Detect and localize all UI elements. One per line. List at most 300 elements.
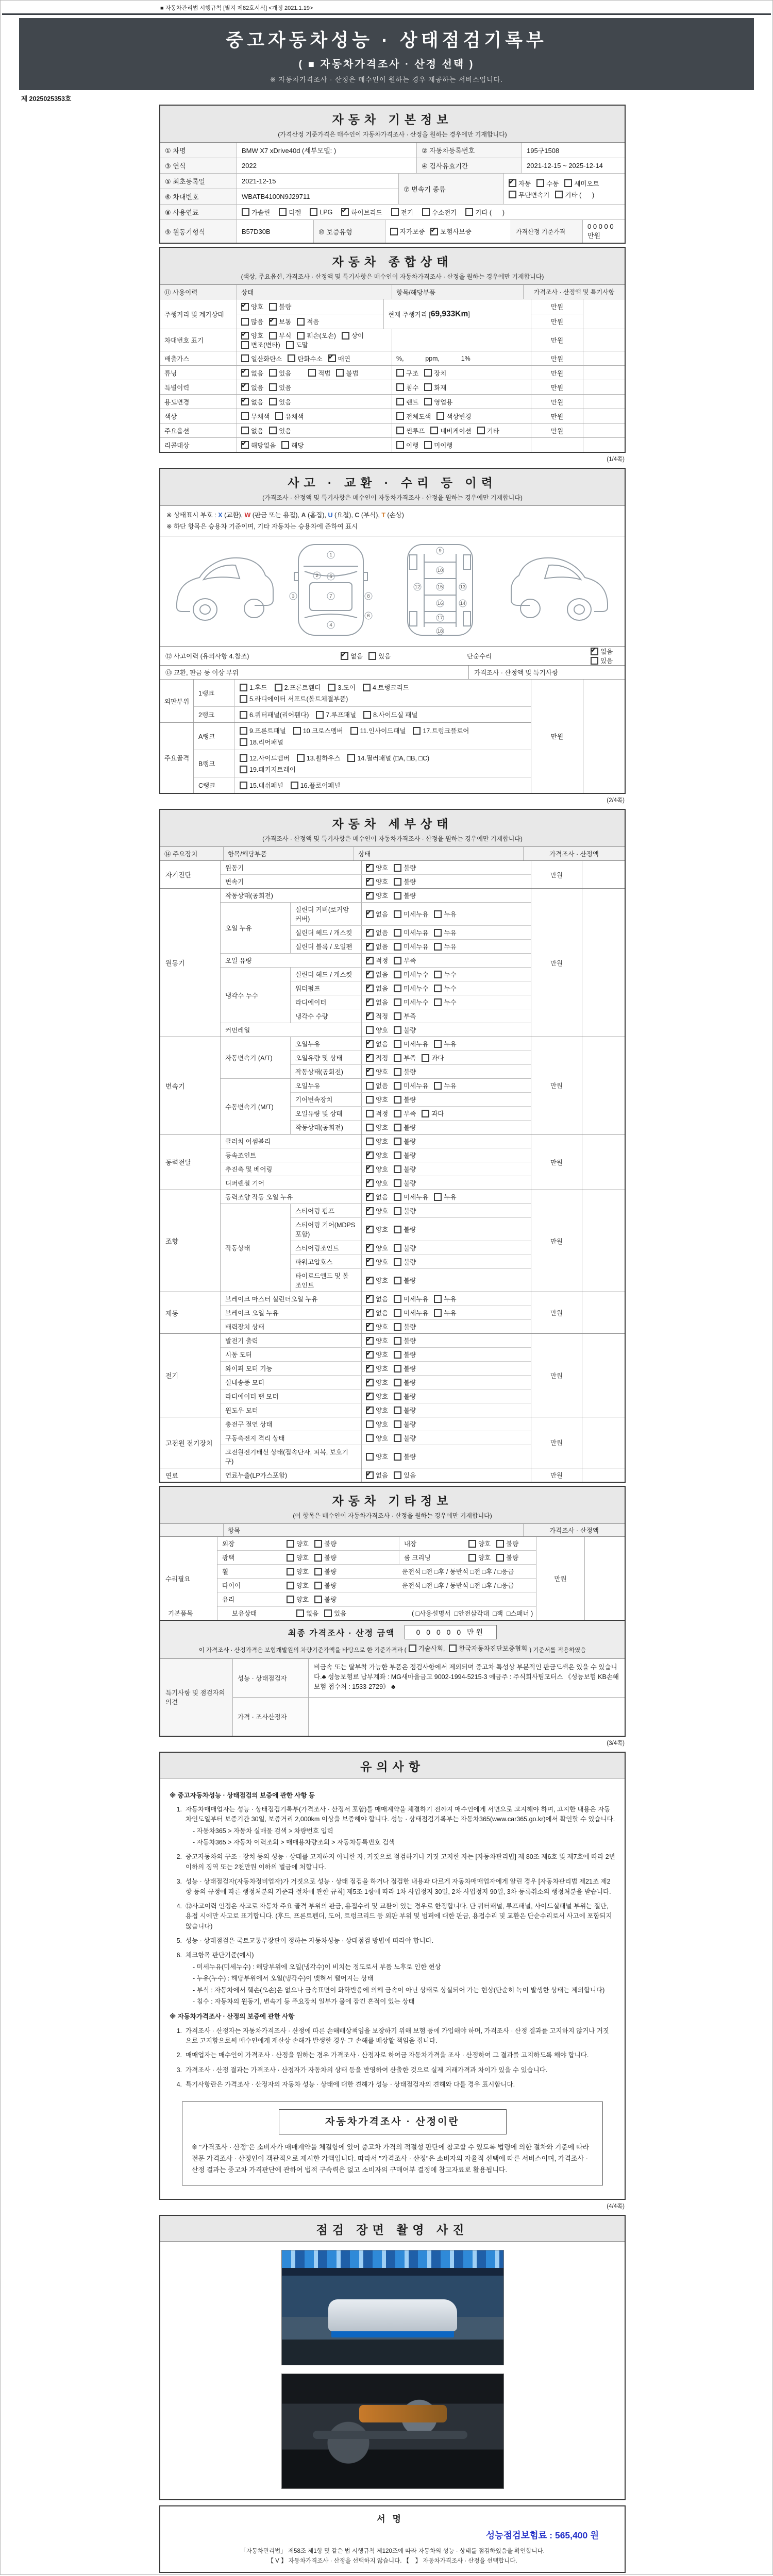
checkbox[interactable]: [240, 695, 247, 703]
checkbox[interactable]: [366, 1471, 374, 1479]
checkbox[interactable]: [366, 1193, 374, 1201]
checkbox[interactable]: [555, 191, 563, 198]
checkbox[interactable]: [342, 332, 349, 340]
detail-row: [221, 1306, 531, 1319]
price-cell: 만원: [531, 329, 583, 351]
detail-row-label: 윈도우 모터: [225, 1407, 258, 1414]
checkbox[interactable]: [509, 179, 516, 187]
checkbox[interactable]: [366, 1054, 374, 1062]
checkbox[interactable]: [394, 971, 401, 978]
checkbox[interactable]: [468, 1554, 476, 1562]
checkbox[interactable]: [394, 1420, 401, 1428]
checkbox[interactable]: [366, 998, 374, 1006]
checkbox[interactable]: [366, 1110, 374, 1117]
checkbox[interactable]: [314, 1568, 322, 1575]
svg-text:6: 6: [367, 613, 370, 619]
checkbox[interactable]: [424, 369, 432, 377]
checkbox[interactable]: [241, 369, 249, 377]
checkbox[interactable]: [394, 1323, 401, 1331]
checkbox[interactable]: [293, 727, 301, 735]
checkbox[interactable]: [297, 332, 305, 340]
device-price-cell: 만원: [531, 1037, 582, 1134]
checkbox[interactable]: [434, 985, 442, 992]
comprehensive-header: [160, 248, 625, 285]
checkbox[interactable]: [241, 354, 249, 362]
exterior-label: 외장: [222, 1540, 235, 1548]
checkbox[interactable]: [366, 892, 374, 900]
legend-code: A: [301, 512, 306, 519]
checkbox[interactable]: [394, 1096, 401, 1104]
checkbox[interactable]: [314, 1540, 322, 1548]
detail-row-options: [361, 1218, 531, 1241]
checkbox-option: 미세누유: [394, 1039, 428, 1048]
checkbox[interactable]: [241, 398, 249, 405]
checkbox[interactable]: [240, 711, 247, 719]
notice-item-body: [186, 1877, 615, 1897]
checkbox-option: ✔ 양호: [366, 1405, 388, 1415]
device-name: 원동기: [165, 959, 185, 967]
checkbox[interactable]: [366, 1277, 374, 1284]
checkbox[interactable]: [366, 1096, 374, 1104]
checkbox-option: 부족: [394, 1011, 416, 1021]
checkbox[interactable]: [341, 208, 349, 216]
checkbox[interactable]: [366, 1012, 374, 1020]
checkbox[interactable]: [434, 1040, 442, 1048]
checkbox-option: ✔ 없음: [366, 1192, 388, 1201]
checkbox[interactable]: [424, 398, 432, 405]
checkbox[interactable]: [363, 711, 371, 719]
rank-line: [240, 736, 526, 748]
checkbox[interactable]: [241, 441, 249, 449]
detail-row-label: 스티어링 펌프: [295, 1208, 334, 1215]
checkbox[interactable]: [468, 1540, 476, 1548]
checkbox[interactable]: [241, 318, 249, 326]
checkbox[interactable]: [240, 738, 247, 746]
checkbox-option: 17.트렁크플로어: [413, 726, 469, 735]
detail-row-label: 냉각수 수량: [295, 1013, 328, 1020]
checkbox[interactable]: [366, 1068, 374, 1076]
checkbox[interactable]: [269, 383, 277, 391]
checkbox[interactable]: [394, 878, 401, 886]
checkbox[interactable]: [240, 782, 247, 789]
checkbox[interactable]: [242, 208, 249, 216]
state-options: [237, 351, 392, 365]
checkbox[interactable]: [366, 910, 374, 918]
checkbox[interactable]: [291, 782, 298, 789]
row-first-reg: [160, 174, 398, 189]
checkbox[interactable]: [394, 910, 401, 918]
checkbox-option: 양호: [366, 1095, 388, 1104]
checkbox[interactable]: [366, 878, 374, 886]
checkbox[interactable]: [366, 1082, 374, 1090]
checkbox[interactable]: [436, 412, 444, 420]
checkbox[interactable]: [394, 1295, 401, 1303]
detail-row-label: 라디에이터: [295, 999, 327, 1006]
checkbox[interactable]: [394, 1040, 401, 1048]
checkbox[interactable]: [396, 441, 404, 449]
checkbox[interactable]: [424, 441, 432, 449]
checkbox[interactable]: [396, 427, 404, 434]
checkbox[interactable]: [434, 971, 442, 978]
checkbox[interactable]: [394, 864, 401, 872]
checkbox-option: 양호: [366, 1433, 388, 1443]
checkbox[interactable]: [422, 208, 430, 216]
checkbox[interactable]: [394, 1406, 401, 1414]
legend-note: ※ 하단 항목은 승용차 기준이며, 기타 자동차는 승용차에 준하여 표시: [166, 523, 358, 530]
checkbox[interactable]: [422, 1110, 429, 1117]
checkbox-option: ✔ 없음: [366, 928, 388, 937]
checkbox[interactable]: [394, 1082, 401, 1090]
detail-row-options: [361, 1121, 531, 1134]
checkbox[interactable]: [591, 648, 598, 655]
checkbox[interactable]: [363, 684, 371, 691]
checkbox[interactable]: [391, 208, 399, 216]
checkbox[interactable]: [394, 1226, 401, 1233]
checkbox-option: 있음: [368, 651, 391, 660]
checkbox[interactable]: [394, 1244, 401, 1252]
checkbox[interactable]: [324, 1609, 332, 1617]
device-note-cell: [582, 1334, 625, 1417]
checkbox[interactable]: [394, 1309, 401, 1317]
checkbox[interactable]: [394, 998, 401, 1006]
checkbox-option: 누유: [434, 928, 456, 937]
checkbox[interactable]: [316, 711, 324, 719]
checkbox[interactable]: [394, 1207, 401, 1215]
checkbox[interactable]: [269, 318, 277, 326]
checkbox[interactable]: [366, 1337, 374, 1345]
checkbox[interactable]: [430, 228, 438, 235]
checkbox[interactable]: [281, 441, 289, 449]
checkbox-option: ✔ 없음: [366, 1039, 388, 1048]
checkbox[interactable]: [434, 929, 442, 937]
section-basic-info: [159, 105, 626, 244]
checkbox[interactable]: [434, 910, 442, 918]
other-price-cell: 만원: [536, 1537, 584, 1620]
checkbox[interactable]: [477, 427, 485, 434]
checkbox[interactable]: [241, 341, 249, 349]
device-price-cell: 만원: [531, 861, 582, 888]
checkbox[interactable]: [564, 179, 572, 187]
checkbox-option: 불량: [394, 891, 416, 900]
detail-row-label: 파워고압호스: [295, 1259, 333, 1266]
rank-row: [194, 723, 531, 750]
checkbox[interactable]: [394, 1365, 401, 1372]
checkbox[interactable]: [591, 657, 598, 665]
polish-options: [283, 1551, 399, 1564]
checkbox-option: 훼손(오손): [297, 331, 336, 340]
notice-item: [170, 2050, 615, 2060]
checkbox[interactable]: [413, 727, 421, 735]
rank-label: C랭크: [194, 777, 235, 793]
checkbox-option: 불량: [394, 1419, 416, 1429]
checkbox-option: 누유: [434, 909, 456, 919]
checkbox[interactable]: [396, 369, 404, 377]
checkbox[interactable]: [366, 1226, 374, 1233]
checkbox[interactable]: [394, 1337, 401, 1345]
checkbox[interactable]: [394, 929, 401, 937]
legend-codes: [166, 510, 618, 519]
checkbox[interactable]: [287, 1582, 294, 1589]
checkbox[interactable]: [310, 208, 317, 216]
checkbox[interactable]: [275, 684, 282, 691]
checkbox[interactable]: [394, 1026, 401, 1034]
checkbox[interactable]: [394, 892, 401, 900]
checkbox[interactable]: [350, 727, 358, 735]
checkbox[interactable]: [366, 1393, 374, 1400]
checkbox[interactable]: [366, 1151, 374, 1159]
checkbox[interactable]: [394, 1110, 401, 1117]
checkbox[interactable]: [394, 1138, 401, 1145]
checkbox[interactable]: [394, 1393, 401, 1400]
checkbox[interactable]: [424, 383, 432, 391]
detail-row-label: 연료누출(LP가스포함): [225, 1472, 288, 1479]
checkbox[interactable]: [366, 957, 374, 964]
checkbox[interactable]: [394, 1193, 401, 1201]
checkbox[interactable]: [240, 754, 247, 762]
device-price-cell: 만원: [531, 1190, 582, 1292]
checkbox-option: ✔ 보험사보증: [430, 227, 471, 236]
checkbox[interactable]: [394, 1124, 401, 1131]
checkbox[interactable]: [240, 766, 247, 773]
checkbox[interactable]: [287, 1540, 294, 1548]
inspection-photo-1: [281, 2250, 504, 2365]
detail-row-options: [361, 1403, 531, 1417]
checkbox[interactable]: [275, 412, 283, 420]
checkbox[interactable]: [308, 369, 316, 377]
checkbox[interactable]: [434, 1193, 442, 1201]
checkbox[interactable]: [287, 1596, 294, 1603]
checkbox[interactable]: [366, 1179, 374, 1187]
detail-row-label: 실린더 블록 / 오일팬: [295, 943, 352, 951]
checkbox[interactable]: [396, 398, 404, 405]
checkbox[interactable]: [509, 191, 516, 198]
checkbox[interactable]: [328, 354, 336, 362]
checkbox[interactable]: [288, 354, 295, 362]
checkbox[interactable]: [366, 985, 374, 992]
checkbox[interactable]: [465, 208, 473, 216]
checkbox[interactable]: [287, 1554, 294, 1562]
detail-row: [221, 861, 531, 874]
checkbox[interactable]: [366, 1406, 374, 1414]
checkbox[interactable]: [328, 684, 335, 691]
checkbox[interactable]: [366, 864, 374, 872]
checkbox[interactable]: [269, 427, 277, 434]
checkbox[interactable]: [422, 1054, 429, 1062]
checkbox[interactable]: [366, 1295, 374, 1303]
checkbox[interactable]: [297, 318, 305, 326]
notice-item-number: 3.: [176, 1878, 182, 1886]
checkbox[interactable]: [394, 1068, 401, 1076]
detail-row-label: 오일 유량: [225, 957, 252, 964]
checkbox-option: 기타: [477, 426, 499, 435]
checkbox[interactable]: [366, 1323, 374, 1331]
document-title-note: ※ 자동차가격조사 · 산정은 매수인이 원하는 경우 제공하는 서비스입니다.: [270, 76, 503, 83]
checkbox[interactable]: [390, 228, 398, 235]
checkbox-option: 이행: [396, 440, 418, 450]
rank-group: [160, 680, 531, 722]
checkbox-option: 8.사이드실 패널: [363, 710, 417, 719]
checkbox-option: 부족: [394, 956, 416, 965]
checkbox[interactable]: [394, 1351, 401, 1359]
checkbox[interactable]: [394, 1379, 401, 1386]
checkbox[interactable]: [394, 1151, 401, 1159]
checkbox[interactable]: [366, 943, 374, 951]
checkbox-option: 양호: [287, 1553, 309, 1562]
checkbox[interactable]: [394, 1277, 401, 1284]
rank-lines: [235, 680, 531, 706]
note-cell: [583, 329, 625, 351]
device-block: [221, 1204, 531, 1292]
checkbox[interactable]: [269, 398, 277, 405]
reg-no-label: ② 자동차등록번호: [416, 143, 522, 158]
rank-lines: [235, 723, 531, 750]
checkbox[interactable]: [366, 929, 374, 937]
detail-row-options: [361, 1162, 531, 1176]
checkbox[interactable]: [269, 369, 277, 377]
checkbox[interactable]: [394, 1054, 401, 1062]
checkbox[interactable]: [366, 1365, 374, 1372]
checkbox[interactable]: [279, 208, 287, 216]
checkbox[interactable]: [394, 985, 401, 992]
checkbox-option: 누유: [434, 1039, 456, 1048]
checkbox[interactable]: [366, 1124, 374, 1131]
checkbox[interactable]: [394, 1165, 401, 1173]
notice-item-body: [186, 1951, 615, 2007]
checkbox[interactable]: [286, 341, 294, 349]
checkbox[interactable]: [347, 754, 355, 762]
checkbox[interactable]: [241, 427, 249, 434]
checkbox[interactable]: [396, 412, 404, 420]
checkbox[interactable]: [314, 1582, 322, 1589]
detail-row-label: 브레이크 마스터 실린더오일 누유: [225, 1296, 318, 1303]
checkbox[interactable]: [366, 1420, 374, 1428]
checkbox[interactable]: [314, 1596, 322, 1603]
notice-items: [170, 1805, 615, 2007]
checkbox[interactable]: [434, 1309, 442, 1317]
checkbox[interactable]: [296, 1609, 304, 1617]
checkbox-option: 불량: [394, 1452, 416, 1461]
content-column: [159, 105, 626, 2573]
detail-row: [221, 1023, 531, 1037]
checkbox[interactable]: [240, 727, 247, 735]
checkbox[interactable]: [394, 1434, 401, 1442]
checkbox[interactable]: [241, 332, 249, 340]
checkbox[interactable]: [314, 1554, 322, 1562]
checkbox[interactable]: [394, 1012, 401, 1020]
checkbox[interactable]: [394, 1179, 401, 1187]
section-comprehensive: [159, 247, 626, 453]
checkbox[interactable]: [240, 684, 247, 691]
checkbox-option: ✔ 없음: [366, 1294, 388, 1303]
detail-row-label: 오일유량 및 상태: [295, 1110, 343, 1117]
item-cell: [392, 409, 531, 423]
detail-row-options: [361, 995, 531, 1009]
checkbox[interactable]: [366, 1165, 374, 1173]
detail-row-label: 실린더 헤드 / 개스킷: [295, 971, 352, 978]
checkbox[interactable]: [297, 754, 305, 762]
checkbox[interactable]: [241, 383, 249, 391]
checkbox[interactable]: [366, 1138, 374, 1145]
checkbox-option: ✔ 없음: [241, 397, 263, 406]
device-block: [221, 1190, 531, 1204]
detail-row: [221, 954, 531, 967]
price-cell: 만원: [531, 366, 583, 380]
checkbox[interactable]: [287, 1568, 294, 1575]
checkbox[interactable]: [366, 1040, 374, 1048]
checkbox[interactable]: [409, 1645, 416, 1652]
checkbox[interactable]: [366, 1453, 374, 1461]
checkbox[interactable]: [394, 1258, 401, 1266]
block-rows: [221, 1134, 531, 1190]
checkbox[interactable]: [366, 1351, 374, 1359]
checkbox[interactable]: [434, 998, 442, 1006]
car-front-quarter-outline: [177, 558, 273, 605]
checkbox[interactable]: [449, 1645, 457, 1652]
checkbox[interactable]: [396, 383, 404, 391]
checkbox[interactable]: [394, 1453, 401, 1461]
device-group: [160, 1190, 625, 1292]
checkbox-option: 디젤: [279, 208, 301, 217]
checkbox[interactable]: [341, 652, 348, 660]
checkbox[interactable]: [394, 943, 401, 951]
checkbox[interactable]: [366, 1379, 374, 1386]
checkbox[interactable]: [434, 1082, 442, 1090]
checkbox-option: 미세누유: [394, 1308, 428, 1317]
checkbox[interactable]: [536, 179, 544, 187]
checkbox[interactable]: [241, 412, 249, 420]
checkbox[interactable]: [366, 1026, 374, 1034]
other-title: 자동차 기타정보: [332, 1494, 453, 1507]
checkbox[interactable]: [366, 1309, 374, 1317]
checkbox[interactable]: [366, 971, 374, 978]
checkbox[interactable]: [241, 303, 249, 311]
detail-row: [291, 1009, 531, 1023]
checkbox[interactable]: [496, 1540, 504, 1548]
block-rows: [221, 954, 531, 967]
page-marker-1: (1/4쪽): [607, 456, 625, 463]
base-price-label: 가격산정 기준가격: [511, 220, 582, 243]
simple-repair-label: 단순수리: [467, 653, 492, 660]
checkbox[interactable]: [269, 332, 277, 340]
detail-row-label: 오일누유: [295, 1082, 321, 1090]
holding-state-label: 보유상태: [231, 1610, 257, 1617]
checkbox[interactable]: [430, 427, 438, 434]
checkbox[interactable]: [366, 1207, 374, 1215]
basic-info-header: [160, 106, 625, 143]
checkbox[interactable]: [336, 369, 344, 377]
checkbox[interactable]: [394, 1471, 401, 1479]
checkbox[interactable]: [366, 1434, 374, 1442]
checkbox[interactable]: [366, 1258, 374, 1266]
checkbox[interactable]: [496, 1554, 504, 1562]
notice-item-text: 자동차매매업자는 성능 · 상태점검기록부(가격조사 · 산정서 포함)를 매매계약을 체결하기 전까지 매수인에게 서면으로 고지해야 하며, 고지한 내용은 자동차인도일부터 보증기간 30일, 보증거리 2,000km 이상을 보증해야 합니다. 성능 · 상태점검기록부는 자동차365(www.car365.go.kr)에서 확인할 수 있습니다.: [186, 1805, 615, 1823]
checkbox[interactable]: [434, 943, 442, 951]
col-price: 가격조사 · 산정액: [523, 847, 625, 860]
section-sign: [159, 2505, 626, 2573]
checkbox[interactable]: [394, 957, 401, 964]
sign-legal-line-1: 「자동차관리법」 제58조 제1항 및 같은 법 시행규칙 제120조에 따라 자동차의 성능 · 상태를 점검하였음을 확인합니다.: [240, 2548, 545, 2555]
detail-row-options: [361, 1306, 531, 1319]
checkbox[interactable]: [368, 652, 376, 660]
detail-row-label: 워터펌프: [295, 985, 321, 992]
svg-text:18: 18: [437, 629, 443, 634]
checkbox[interactable]: [269, 303, 277, 311]
device-blocks: [220, 1134, 531, 1190]
checkbox[interactable]: [366, 1244, 374, 1252]
inspector-label: 성능 · 상태점검자: [233, 1659, 309, 1697]
checkbox-option: 불량: [394, 1336, 416, 1345]
checkbox[interactable]: [434, 1295, 442, 1303]
